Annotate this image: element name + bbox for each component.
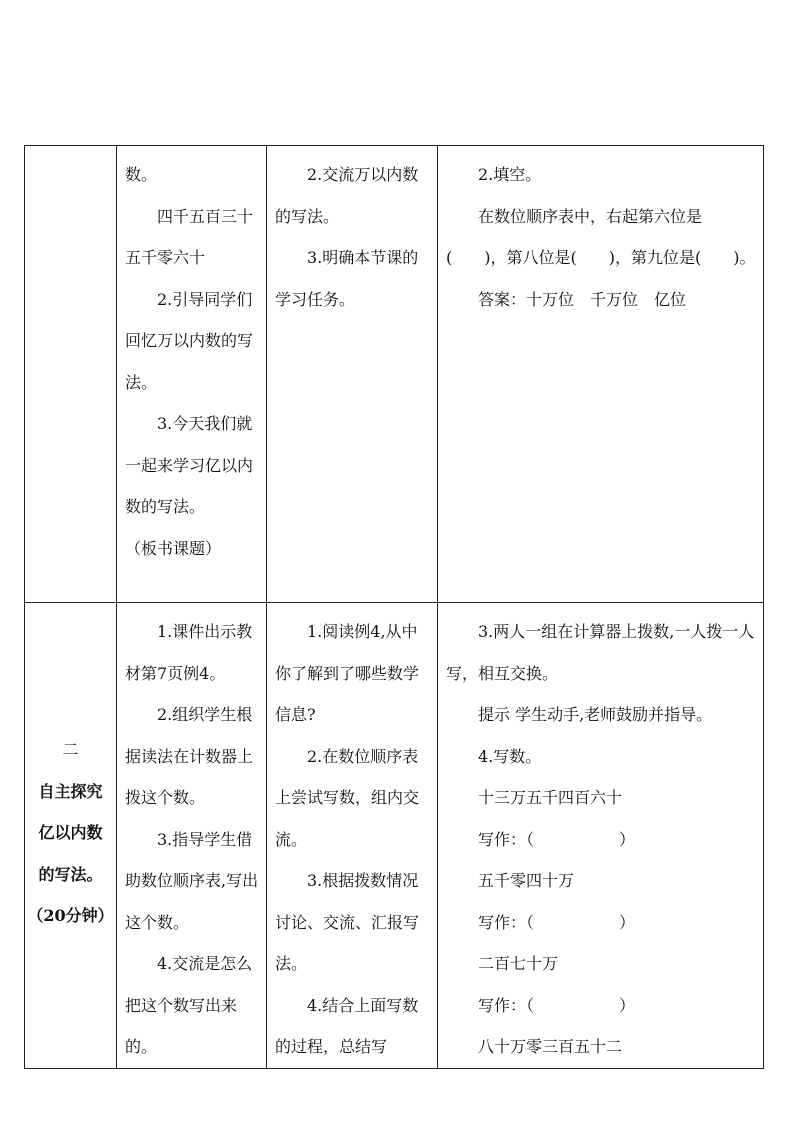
student-text: 1.阅读例4,从中你了解到了哪些数学信息? [275, 622, 420, 724]
exercise-item: 4.写数。 [478, 746, 542, 766]
teacher-activity-cell [117, 603, 267, 1069]
phase-title: 亿以内数 [38, 823, 103, 842]
write-line: 写作：（ ） [478, 829, 636, 849]
student-text: 2.在数位顺序表上尝试写数，组内交流。 [275, 746, 420, 849]
lesson-plan-table [24, 145, 764, 1069]
phase-title: 自主探究 [38, 781, 103, 801]
exercise-hint: 提示 学生动手,老师鼓励并指导。 [478, 705, 713, 724]
number-in-words: 二百七十万 [478, 954, 559, 973]
teacher-text: 4.交流是怎么把这个数写出来的。 [125, 954, 253, 1056]
phase-cell [25, 603, 117, 1069]
exercise-question: 在数位顺序表中，右起第六位是( )，第八位是( )，第九位是( )。 [446, 206, 756, 267]
student-text: 3.明确本节课的学习任务。 [275, 248, 419, 309]
teacher-activity-cell [117, 146, 270, 603]
table-row [25, 603, 764, 1069]
teacher-text: 2.组织学生根据读法在计数器上拨这个数。 [125, 705, 254, 807]
student-text: 2.交流万以内数的写法。 [275, 165, 419, 226]
teacher-text: 数。 [125, 165, 158, 184]
write-line: 写作：（ ） [478, 995, 636, 1015]
exercise-item: 3.两人一组在计算器上拨数,一人拨一人写，相互交换。 [446, 622, 755, 683]
student-activity-cell [267, 146, 438, 603]
phase-cell-empty [25, 146, 117, 603]
exercise-title: 2.填空。 [478, 165, 542, 184]
table-row [25, 146, 764, 603]
teacher-text: 2.引导同学们回忆万以内数的写法。 [125, 289, 254, 392]
teacher-text: 四千五百三十 五千零六十 [125, 206, 270, 267]
number-in-words: 八十万零三百五十二 [478, 1037, 623, 1056]
exercise-answer: 答案：十万位 千万位 亿位 [478, 289, 687, 309]
phase-title: 的写法。 [38, 864, 103, 884]
teacher-text: （板书课题） [125, 538, 222, 558]
exercise-cell [438, 146, 764, 603]
number-in-words: 五千零四十万 [478, 871, 575, 890]
student-text: 4.结合上面写数的过程，总结写 [275, 995, 419, 1056]
student-text: 3.根据拨数情况讨论、交流、汇报写法。 [275, 871, 420, 973]
student-activity-cell [267, 603, 438, 1069]
exercise-cell [438, 603, 764, 1069]
phase-number: 二 [62, 740, 79, 759]
number-in-words: 十三万五千四百六十 [478, 788, 623, 807]
write-line: 写作：（ ） [478, 912, 636, 932]
teacher-text: 3.今天我们就一起来学习亿以内数的写法。 [125, 414, 254, 516]
phase-duration: （20分钟） [27, 906, 114, 925]
teacher-text: 3.指导学生借助数位顺序表,写出这个数。 [125, 829, 259, 932]
teacher-text: 1.课件出示教材第7页例4。 [125, 622, 253, 683]
